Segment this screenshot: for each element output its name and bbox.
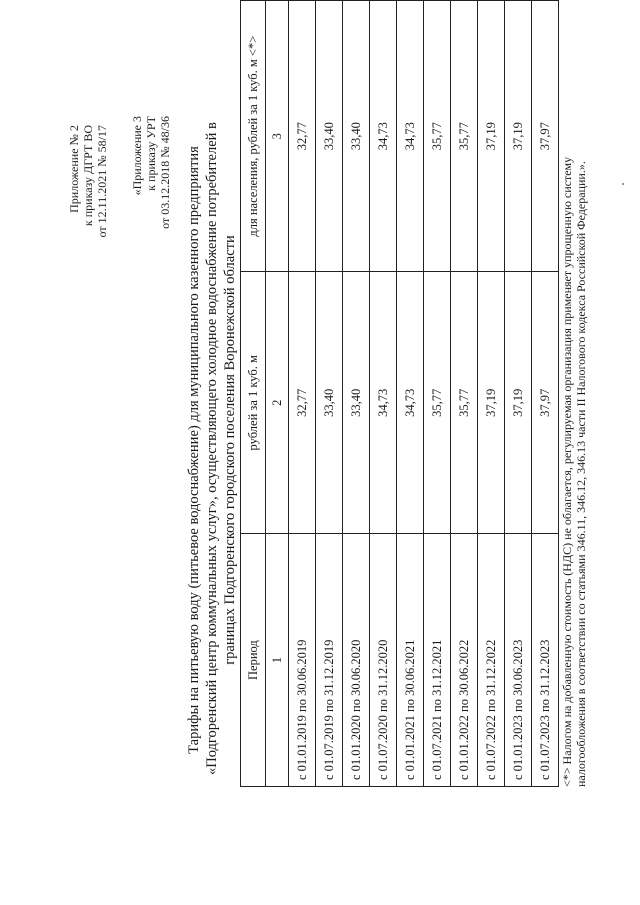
table-row <box>478 1 505 787</box>
period-cell: с 01.01.2020 по 30.06.2020 <box>343 534 370 787</box>
table-row <box>451 1 478 787</box>
document-title <box>185 122 239 775</box>
scan-speck <box>622 183 624 185</box>
tariff-cell: 35,77 <box>451 272 478 534</box>
table-row <box>397 1 424 787</box>
table-row <box>289 1 316 787</box>
population-tariff-cell: 37,19 <box>478 1 505 272</box>
table-row <box>532 1 559 787</box>
title-line2: «Подгоренский центр коммунальных услуг», осуществляющего холодное водоснабжение потребителей в <box>204 122 220 775</box>
period-cell: с 01.07.2019 по 31.12.2019 <box>316 534 343 787</box>
population-tariff-cell: 34,73 <box>370 1 397 272</box>
tariff-cell: 33,40 <box>316 272 343 534</box>
tariff-table <box>240 0 559 787</box>
table-row <box>343 1 370 787</box>
table-row <box>316 1 343 787</box>
period-cell: с 01.01.2022 по 30.06.2022 <box>451 534 478 787</box>
table-row <box>370 1 397 787</box>
appendix-previous-line2: к приказу УРТ <box>144 116 158 191</box>
population-tariff-cell: 35,77 <box>451 1 478 272</box>
table-row <box>505 1 532 787</box>
population-tariff-cell: 37,19 <box>505 1 532 272</box>
appendix-previous-line1: «Приложение 3 <box>130 116 144 196</box>
tariff-cell: 37,19 <box>505 272 532 534</box>
period-cell: с 01.07.2022 по 31.12.2022 <box>478 534 505 787</box>
column-number-2: 2 <box>266 272 289 534</box>
appendix-previous-block <box>130 116 172 376</box>
appendix-current-line1: Приложение № 2 <box>67 125 81 213</box>
title-line3: границах Подгоренского городского поселения Воронежской области <box>222 235 238 665</box>
population-tariff-cell: 33,40 <box>343 1 370 272</box>
appendix-current-block <box>67 125 109 385</box>
tariff-cell: 32,77 <box>289 272 316 534</box>
header-tariff: рублей за 1 куб. м <box>241 272 266 534</box>
appendix-current-line3: от 12.11.2021 № 58/17 <box>95 125 109 238</box>
footnote-line1: <*> Налогом на добавленную стоимость (НДС) не облагается, регулируемая организация применяет упрощенную систему <box>560 156 574 787</box>
table-row <box>424 1 451 787</box>
appendix-previous-line3: от 03.12.2018 № 48/36 <box>158 116 172 229</box>
tariff-cell: 37,97 <box>532 272 559 534</box>
tariff-cell: 34,73 <box>397 272 424 534</box>
tariff-cell: 37,19 <box>478 272 505 534</box>
period-cell: с 01.01.2021 по 30.06.2021 <box>397 534 424 787</box>
header-period: Период <box>241 534 266 787</box>
footnote <box>560 0 588 787</box>
period-cell: с 01.01.2019 по 30.06.2019 <box>289 534 316 787</box>
column-number-3: 3 <box>266 1 289 272</box>
population-tariff-cell: 32,77 <box>289 1 316 272</box>
period-cell: с 01.07.2021 по 31.12.2021 <box>424 534 451 787</box>
title-line1: Тарифы на питьевую воду (питьевое водоснабжение) для муниципального казенного предприятия <box>186 146 202 754</box>
population-tariff-cell: 33,40 <box>316 1 343 272</box>
column-number-1: 1 <box>266 534 289 787</box>
column-number-row <box>266 1 289 787</box>
population-tariff-cell: 35,77 <box>424 1 451 272</box>
tariff-cell: 34,73 <box>370 272 397 534</box>
table-header-row <box>241 1 266 787</box>
period-cell: с 01.01.2023 по 30.06.2023 <box>505 534 532 787</box>
appendix-current-line2: к приказу ДГРТ ВО <box>81 125 95 227</box>
tariff-cell: 33,40 <box>343 272 370 534</box>
header-population: для населения, рублей за 1 куб. м <*> <box>241 1 266 272</box>
period-cell: с 01.07.2023 по 31.12.2023 <box>532 534 559 787</box>
tariff-cell: 35,77 <box>424 272 451 534</box>
population-tariff-cell: 34,73 <box>397 1 424 272</box>
population-tariff-cell: 37,97 <box>532 1 559 272</box>
period-cell: с 01.07.2020 по 31.12.2020 <box>370 534 397 787</box>
footnote-line2: налогообложения в соответствии со статьями 346.11, 346.12, 346.13 части II Налогового кодекса Российской Федерации.». <box>574 161 588 787</box>
